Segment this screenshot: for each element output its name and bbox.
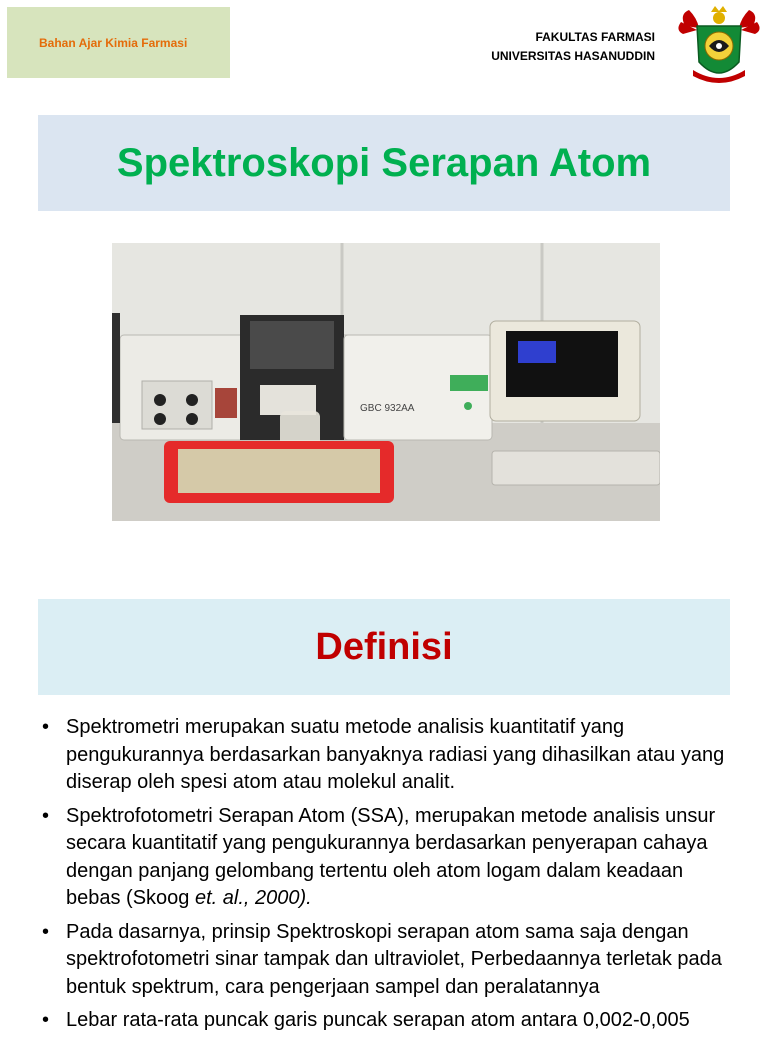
course-tag [7,7,230,78]
list-item-text: Spektrometri merupakan suatu metode analisis kuantitatif yang pengukurannya berdasarkan banyaknya radiasi yang dihasilkan atau yang diserap oleh spesi atom atau molekul analit. [66,716,725,793]
bullet-icon: • [42,920,50,943]
title-band [38,115,730,211]
definition-list [38,714,738,1041]
instrument-label: GBC 932AA [360,403,415,414]
university-name: UNIVERSITAS HASANUDDIN [491,49,655,63]
definition-band [38,599,730,695]
bullet-icon: • [42,716,50,738]
list-item [38,919,738,1002]
faculty-heading [491,28,655,66]
list-item-text: Pada dasarnya, prinsip Spektroskopi serapan atom sama saja dengan spektrofotometri sinar tampak dan ultraviolet, Perbedaannya terletak pada bentuk spektrum, cara pengerjaan sampel dan peralatannya [66,920,722,998]
course-tag-text: Bahan Ajar Kimia Farmasi [39,35,188,50]
list-item-text: Spektrofotometri Serapan Atom (SSA), merupakan metode analisis unsur secara kuantitatif yang pengukurannya berdasarkan penyerapan cahaya dengan panjang gelombang tertentu oleh atom logam dalam keadaan bebas (Skoog [66,804,716,909]
list-item [38,714,738,797]
university-logo [675,4,763,86]
citation-italic: et. al., 2000). [194,887,312,909]
list-item [38,1007,738,1035]
bullet-icon: • [42,1009,50,1031]
instrument-photo [112,243,660,521]
page-title: Spektroskopi Serapan Atom [116,140,652,185]
section-heading: Definisi [315,625,453,668]
list-item-text: Lebar rata-rata puncak garis puncak serapan atom antara 0,002-0,005 [66,1009,690,1031]
faculty-name: FAKULTAS FARMASI [535,30,655,44]
list-item [38,803,738,913]
bullet-icon: • [42,804,50,827]
